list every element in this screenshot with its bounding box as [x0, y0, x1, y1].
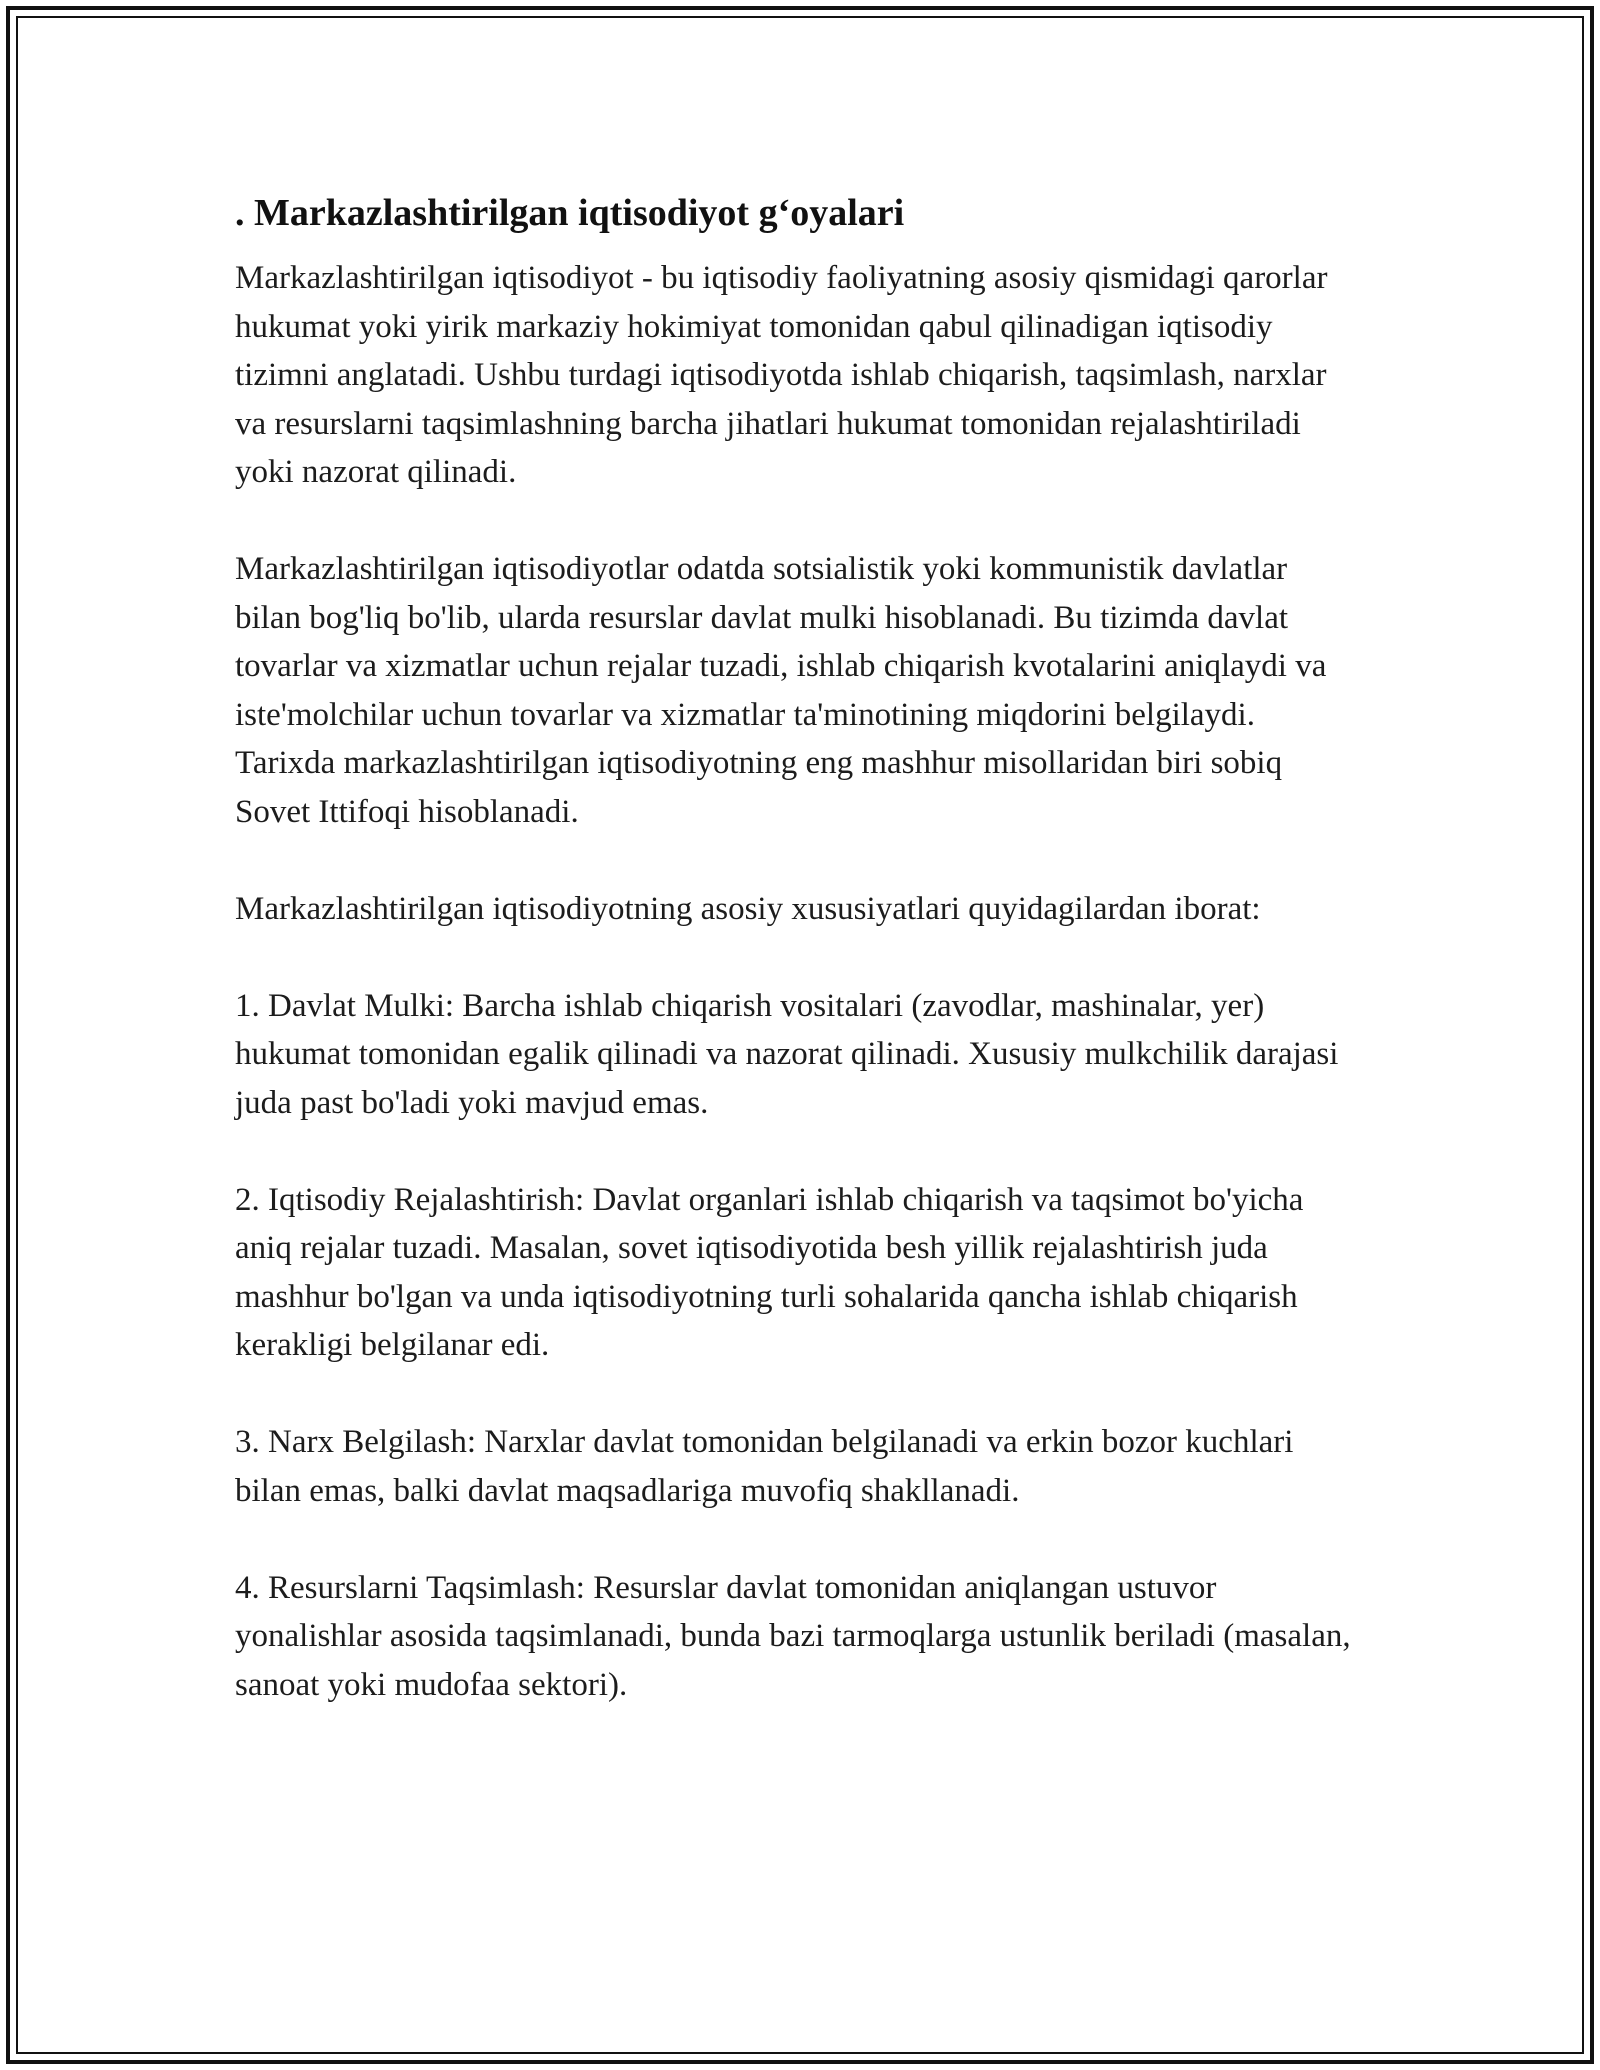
document-title: . Markazlashtirilgan iqtisodiyot g‘oyalari	[235, 192, 905, 234]
list-item-price-setting: 3. Narx Belgilash: Narxlar davlat tomonidan belgilanadi va erkin bozor kuchlari bilan emas, balki davlat maqsadlariga muvofiq shakllanadi.	[235, 1424, 1294, 1509]
list-item-state-ownership: 1. Davlat Mulki: Barcha ishlab chiqarish vositalari (zavodlar, mashinalar, yer) hukumat tomonidan egalik qilinadi va nazorat qilinadi. Xususiy mulkchilik darajasi juda past bo'ladi yoki mavjud emas.	[235, 987, 1339, 1121]
paragraph-history: Markazlashtirilgan iqtisodiyotlar odatda sotsialistik yoki kommunistik davlatlar bilan bog'liq bo'lib, ularda resurslar davlat mulki hisoblanadi. Bu tizimda davlat tovarlar va xizmatlar uchun rejalar tuzadi, ishlab chiqarish kvotalarini aniqlaydi va iste'molchilar uchun tovarlar va xizmatlar ta'minotining miqdorini belgilaydi. Tarixda markazlashtirilgan iqtisodiyotning eng mashhur misollaridan biri sobiq Sovet Ittifoqi hisoblanadi.	[235, 551, 1327, 830]
paragraph-features-lead: Markazlashtirilgan iqtisodiyotning asosiy xususiyatlari quyidagilardan iborat:	[235, 890, 1261, 927]
list-item-economic-planning: 2. Iqtisodiy Rejalashtirish: Davlat organlari ishlab chiqarish va taqsimot bo'yicha aniq rejalar tuzadi. Masalan, sovet iqtisodiyotida besh yillik rejalashtirish juda mashhur bo'lgan va unda iqtisodiyotning turli sohalarida qancha ishlab chiqarish kerakligi belgilanar edi.	[235, 1181, 1304, 1363]
document-body	[235, 186, 1355, 1758]
paragraph-intro: Markazlashtirilgan iqtisodiyot - bu iqtisodiy faoliyatning asosiy qismidagi qarorlar hukumat yoki yirik markaziy hokimiyat tomonidan qabul qilinadigan iqtisodiy tizimni anglatadi. Ushbu turdagi iqtisodiyotda ishlab chiqarish, taqsimlash, narxlar va resurslarni taqsimlashning barcha jihatlari hukumat tomonidan rejalashtiriladi yoki nazorat qilinadi.	[235, 260, 1328, 490]
list-item-resource-allocation: 4. Resurslarni Taqsimlash: Resurslar davlat tomonidan aniqlangan ustuvor yonalishlar asosida taqsimlanadi, bunda bazi tarmoqlarga ustunlik beriladi (masalan, sanoat yoki mudofaa sektori).	[235, 1569, 1351, 1703]
